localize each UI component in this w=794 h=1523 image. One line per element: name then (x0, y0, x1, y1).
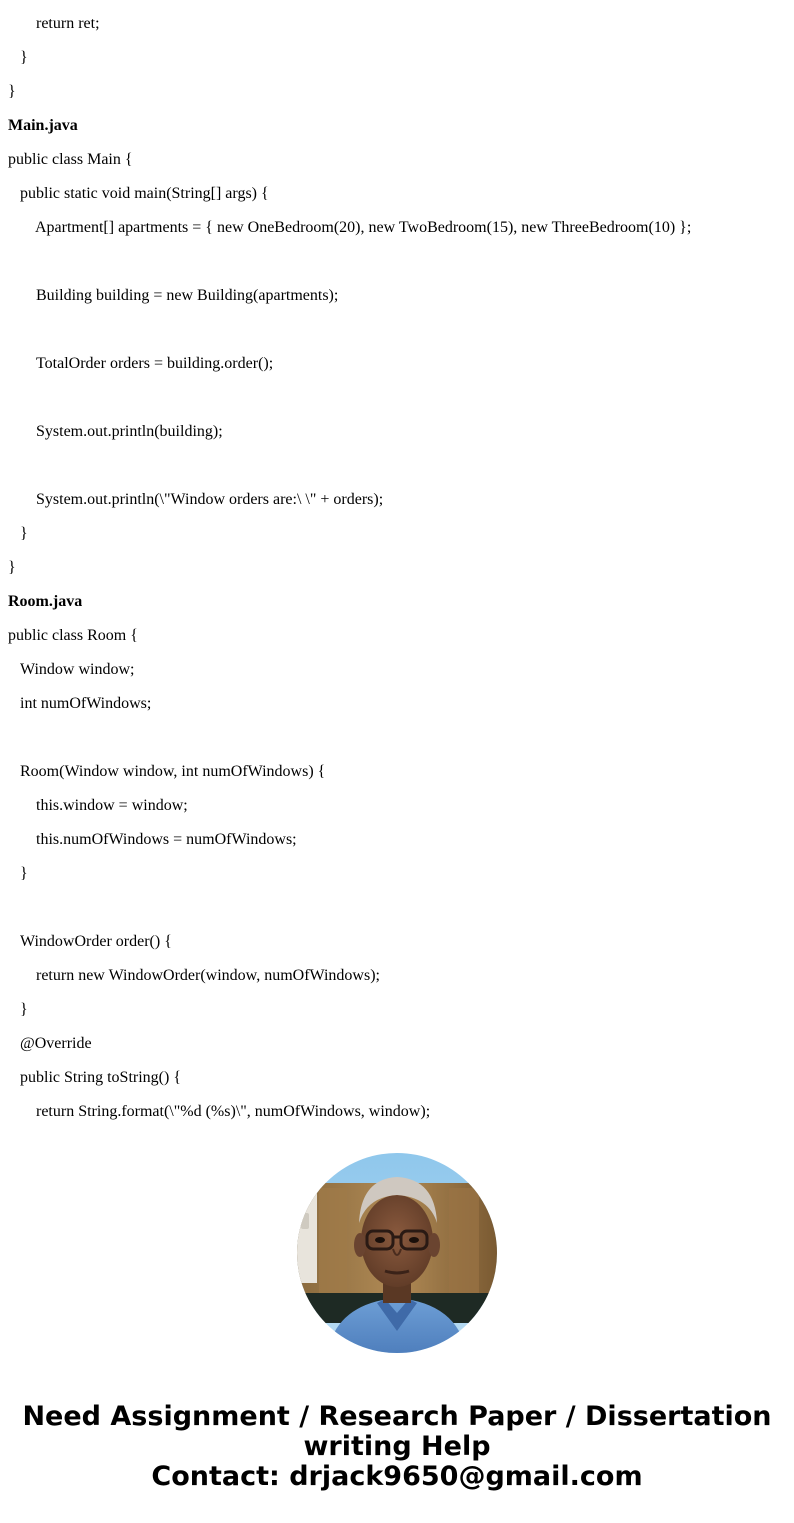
code-line: System.out.println(\"Window orders are:\ \" + orders); (36, 491, 384, 508)
code-line: } (20, 865, 28, 882)
code-line: Window window; (20, 661, 135, 678)
author-photo-graphic (297, 1153, 497, 1353)
code-listing (0, 7, 794, 1129)
footer-line-2: writing Help (303, 1431, 491, 1462)
code-line: public class Room { (8, 627, 138, 644)
code-line: } (20, 49, 28, 66)
code-line: return ret; (36, 15, 100, 32)
code-line: public String toString() { (20, 1069, 182, 1086)
code-line: public class Main { (8, 151, 133, 168)
footer-line-1: Need Assignment / Research Paper / Dissertation (22, 1401, 772, 1432)
code-line: int numOfWindows; (20, 695, 152, 712)
code-line: } (8, 559, 16, 576)
footer-contact-email: Contact: drjack9650@gmail.com (151, 1461, 643, 1492)
code-line: this.numOfWindows = numOfWindows; (36, 831, 297, 848)
file-heading-room-java: Room.java (8, 593, 83, 610)
code-line: } (20, 525, 28, 542)
code-line: return new WindowOrder(window, numOfWindows); (36, 967, 380, 984)
code-line: public static void main(String[] args) { (20, 185, 269, 202)
blank-line (0, 381, 794, 415)
code-line: return String.format(\"%d (%s)\", numOfWindows, window); (36, 1103, 431, 1120)
blank-line (0, 245, 794, 279)
code-line: Apartment[] apartments = { new OneBedroom(20), new TwoBedroom(15), new ThreeBedroom(10) }; (35, 219, 692, 236)
blank-line (0, 449, 794, 483)
code-line: System.out.println(building); (36, 423, 223, 440)
code-line: Building building = new Building(apartments); (36, 287, 339, 304)
code-line: } (20, 1001, 28, 1018)
code-line: @Override (20, 1035, 92, 1052)
footer-contact (0, 1402, 794, 1492)
code-line: } (8, 83, 16, 100)
code-line: TotalOrder orders = building.order(); (36, 355, 274, 372)
code-line: Room(Window window, int numOfWindows) { (20, 763, 326, 780)
code-line: WindowOrder order() { (20, 933, 172, 950)
blank-line (0, 313, 794, 347)
blank-line (0, 721, 794, 755)
file-heading-main-java: Main.java (8, 117, 78, 134)
code-line: this.window = window; (36, 797, 188, 814)
author-photo (297, 1153, 497, 1353)
blank-line (0, 891, 794, 925)
